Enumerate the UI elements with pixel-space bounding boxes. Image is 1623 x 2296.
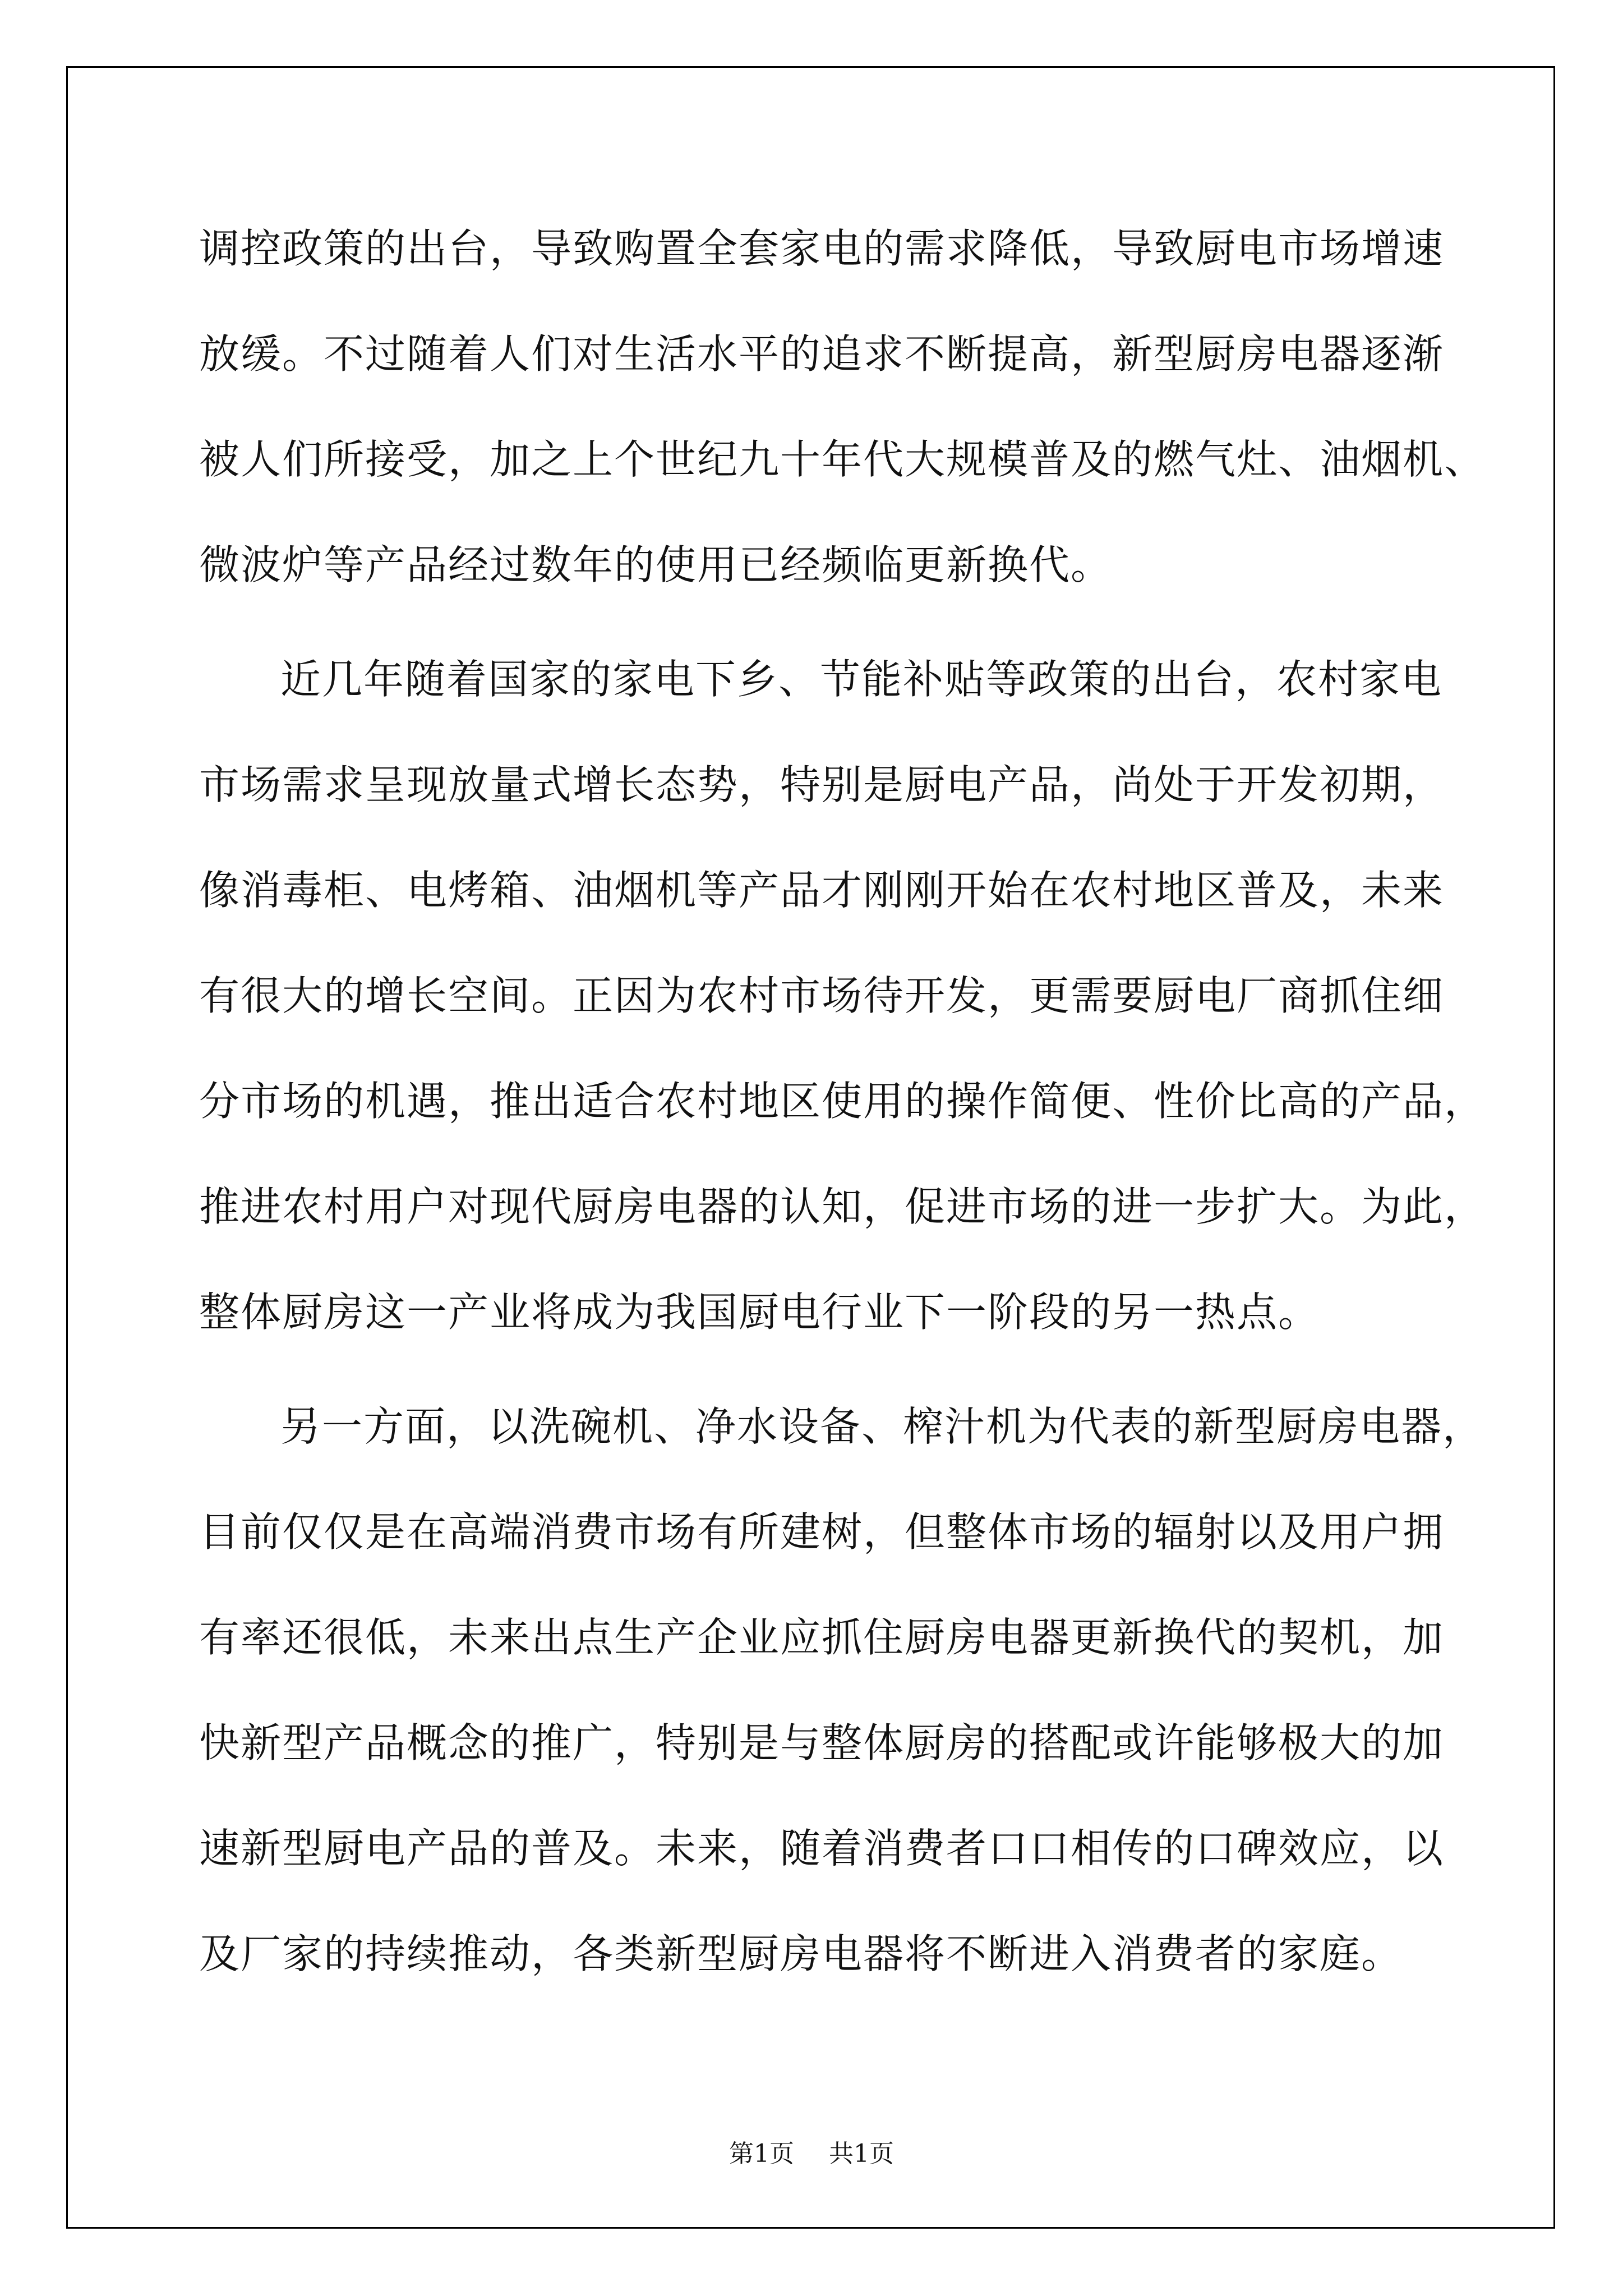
paragraph-1-line-4: 微波炉等产品经过数年的使用已经频临更新换代。: [199, 541, 1113, 588]
paragraph-3-line-6: 及厂家的持续推动，各类新型厨房电器将不断进入消费者的家庭。: [199, 1930, 1403, 1977]
paragraph-2-line-4: 有很大的增长空间。正因为农村市场待开发，更需要厨电厂商抓住细: [199, 972, 1445, 1019]
paragraph-2-line-6: 推进农村用户对现代厨房电器的认知，促进市场的进一步扩大。为此，: [199, 1183, 1486, 1230]
paragraph-3-line-5: 速新型厨电产品的普及。未来，随着消费者口口相传的口碑效应，以: [199, 1825, 1445, 1872]
paragraph-2-line-3: 像消毒柜、电烤箱、油烟机等产品才刚刚开始在农村地区普及，未来: [199, 867, 1445, 914]
page-total: 共1页: [829, 2139, 894, 2168]
page-border: [66, 66, 1555, 2229]
paragraph-1-line-1: 调控政策的出台，导致购置全套家电的需求降低，导致厨电市场增速: [199, 225, 1445, 272]
paragraph-3-line-1: 另一方面，以洗碗机、净水设备、榨汁机为代表的新型厨房电器，: [280, 1403, 1484, 1450]
paragraph-2-line-5: 分市场的机遇，推出适合农村地区使用的操作简便、性价比高的产品，: [199, 1078, 1486, 1125]
paragraph-2-line-2: 市场需求呈现放量式增长态势，特别是厨电产品，尚处于开发初期，: [199, 761, 1445, 808]
page-number: 第1页: [729, 2139, 794, 2168]
paragraph-3-line-3: 有率还很低，未来出点生产企业应抓住厨房电器更新换代的契机，加: [199, 1614, 1445, 1661]
paragraph-3-line-2: 目前仅仅是在高端消费市场有所建树，但整体市场的辐射以及用户拥: [199, 1508, 1445, 1556]
page-footer: [0, 2137, 1623, 2171]
paragraph-2-line-1: 近几年随着国家的家电下乡、节能补贴等政策的出台，农村家电: [280, 656, 1443, 703]
paragraph-2-line-7: 整体厨房这一产业将成为我国厨电行业下一阶段的另一热点。: [199, 1289, 1320, 1336]
paragraph-3-line-4: 快新型产品概念的推广，特别是与整体厨房的搭配或许能够极大的加: [199, 1719, 1445, 1766]
paragraph-1-line-3: 被人们所接受，加之上个世纪九十年代大规模普及的燃气灶、油烟机、: [199, 436, 1486, 483]
paragraph-1-line-2: 放缓。不过随着人们对生活水平的追求不断提高，新型厨房电器逐渐: [199, 330, 1445, 378]
